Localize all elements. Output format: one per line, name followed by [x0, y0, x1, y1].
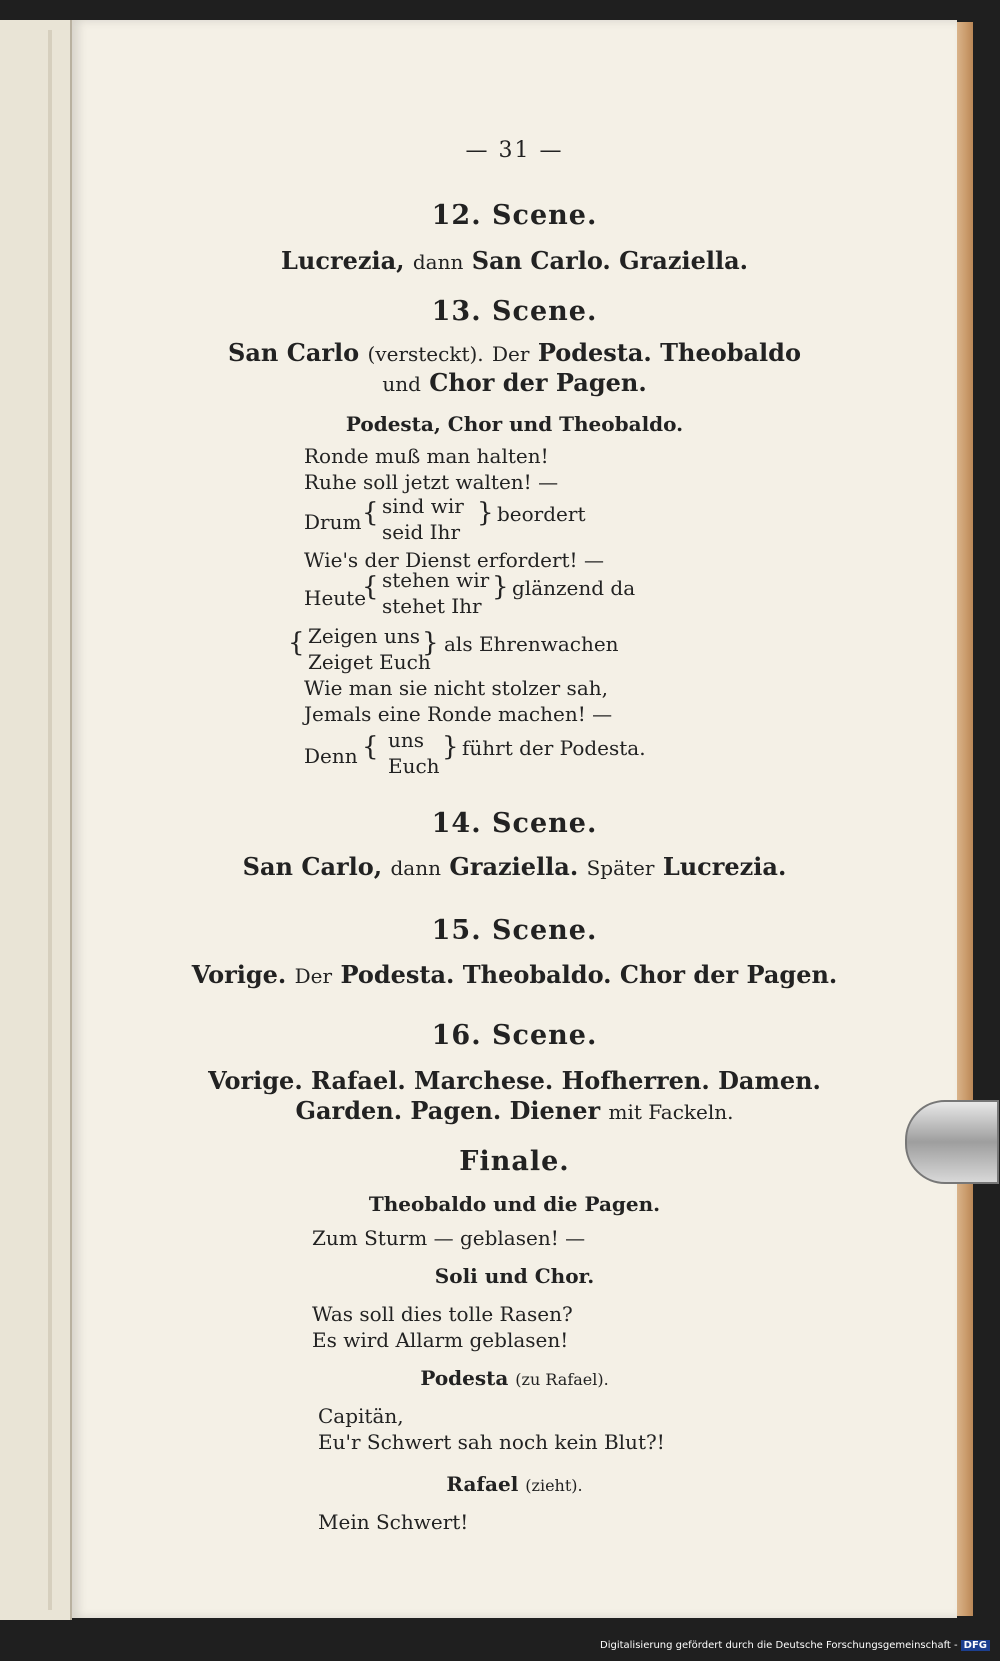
scene-13-cast-line1: [72, 338, 957, 367]
scene-14-title: 14. Scene.: [431, 808, 598, 839]
page-clip: [905, 1100, 999, 1184]
verse-tail: führt der Podesta.: [462, 736, 646, 760]
verse-line: Ronde muß man halten!: [304, 444, 549, 468]
stage-direction: (zieht).: [525, 1476, 583, 1495]
left-page-edge: [48, 30, 52, 1610]
stage-direction: (zu Rafael).: [515, 1370, 609, 1389]
footer-credit: [600, 1640, 990, 1651]
brace-right: }: [477, 498, 494, 528]
brace-right: }: [442, 732, 459, 762]
verse-tail: glänzend da: [512, 576, 636, 600]
verse-tail: beordert: [497, 502, 586, 526]
cast-connector: und: [382, 372, 421, 396]
cast-connector: dann: [390, 856, 441, 880]
speaker-heading: Theobaldo und die Pagen.: [368, 1192, 661, 1216]
verse-line: Es wird Allarm geblasen!: [312, 1328, 569, 1352]
scene-12-title: 12. Scene.: [431, 200, 598, 231]
cast-connector: Der: [492, 342, 530, 366]
brace-right: }: [422, 628, 439, 658]
verse-line: Zum Sturm — geblasen! —: [312, 1226, 586, 1250]
cast-name: San Carlo: [228, 338, 360, 367]
cast-name: Garden. Pagen. Diener: [295, 1096, 601, 1125]
scene-16-cast-line1: Vorige. Rafael. Marchese. Hofherren. Damen.: [208, 1066, 821, 1095]
cast-note: (versteckt).: [367, 342, 484, 366]
scene-16-title: 16. Scene.: [431, 1020, 598, 1051]
verse-option: sind wir: [382, 494, 464, 518]
dfg-logo: DFG: [961, 1640, 990, 1651]
speaker-heading: Podesta, Chor und Theobaldo.: [345, 412, 684, 436]
cast-name: Vorige.: [191, 960, 287, 989]
cast-connector: mit Fackeln.: [608, 1100, 734, 1124]
footer-text: Digitalisierung gefördert durch die Deutsche Forschungsgemeinschaft -: [600, 1640, 958, 1651]
cast-name: Podesta. Theobaldo. Chor der Pagen.: [340, 960, 838, 989]
brace-left: {: [362, 498, 379, 528]
cast-connector: dann: [412, 250, 464, 274]
page-number: — 31 —: [465, 138, 564, 163]
speaker-heading: [72, 1472, 957, 1496]
verse-option: Euch: [388, 754, 440, 778]
verse-line: Wie's der Dienst erfordert! —: [304, 548, 604, 572]
cast-name: Graziella.: [449, 852, 579, 881]
brace-left: {: [362, 572, 379, 602]
scene-13-cast-line2: [72, 368, 957, 397]
cast-name: San Carlo. Graziella.: [471, 246, 748, 275]
verse-lead: Heute: [304, 586, 367, 610]
cast-name: Podesta. Theobaldo: [537, 338, 801, 367]
cast-name: Chor der Pagen.: [429, 368, 647, 397]
cast-name: San Carlo,: [242, 852, 383, 881]
verse-option: stehen wir: [382, 568, 490, 592]
verse-line: Was soll dies tolle Rasen?: [312, 1302, 573, 1326]
cast-connector: Später: [586, 856, 655, 880]
scene-15-cast: [72, 960, 957, 989]
verse-line: Mein Schwert!: [318, 1510, 469, 1534]
verse-option: stehet Ihr: [382, 594, 482, 618]
verse-line: Wie man sie nicht stolzer sah,: [304, 676, 608, 700]
verse-tail: als Ehrenwachen: [444, 632, 619, 656]
verse-lead: Drum: [304, 510, 362, 534]
verse-line: Ruhe soll jetzt walten! —: [304, 470, 559, 494]
speaker-heading: Soli und Chor.: [434, 1264, 595, 1288]
verse-line: Jemals eine Ronde machen! —: [304, 702, 613, 726]
speaker-name: Podesta: [420, 1366, 509, 1390]
verse-option: uns: [388, 728, 425, 752]
speaker-name: Rafael: [446, 1472, 519, 1496]
verse-option: Zeiget Euch: [308, 650, 431, 674]
cast-name: Lucrezia,: [281, 246, 405, 275]
scene-14-cast: [72, 852, 957, 881]
speaker-heading: [72, 1366, 957, 1390]
verse-lead: Denn: [304, 744, 358, 768]
cast-name: Lucrezia.: [662, 852, 787, 881]
brace-right: }: [492, 572, 509, 602]
verse-option: seid Ihr: [382, 520, 460, 544]
left-page-margin: [0, 20, 72, 1620]
scene-16-cast-line2: [72, 1096, 957, 1125]
scene-13-title: 13. Scene.: [431, 296, 598, 327]
page-stack-edge: [957, 22, 973, 1616]
verse-option: Zeigen uns: [308, 624, 421, 648]
scene-12-cast: [72, 246, 957, 275]
verse-line: Eu'r Schwert sah noch kein Blut?!: [318, 1430, 665, 1454]
cast-connector: Der: [294, 964, 333, 988]
scene-15-title: 15. Scene.: [431, 915, 598, 946]
brace-left: {: [362, 732, 379, 762]
brace-left: {: [288, 628, 305, 658]
verse-line: Capitän,: [318, 1404, 404, 1428]
finale-title: Finale.: [459, 1146, 570, 1177]
